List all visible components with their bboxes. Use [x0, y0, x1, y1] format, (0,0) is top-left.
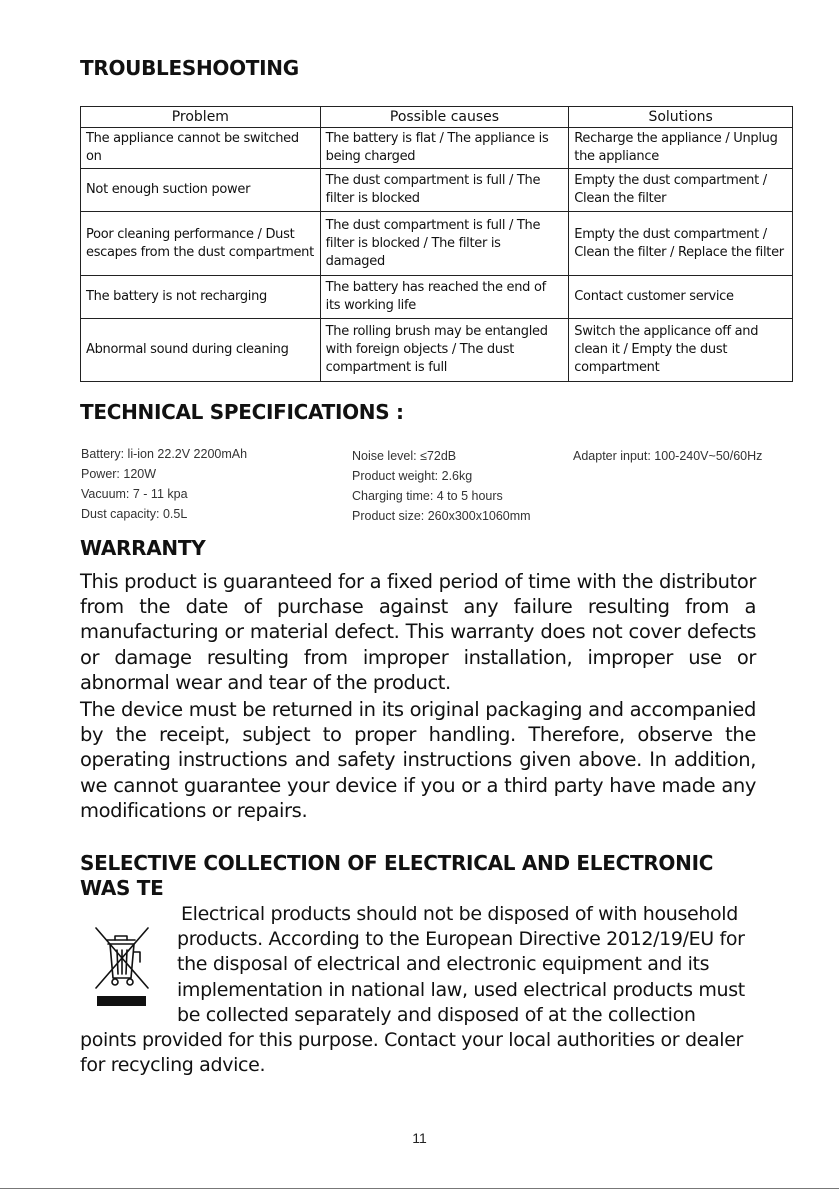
page-number: 11	[412, 1130, 427, 1146]
solutions-cell: Contact customer service	[569, 276, 793, 319]
spec-noise-level: Noise level: ≤72dB	[352, 449, 457, 463]
bottom-divider	[0, 1188, 839, 1189]
weee-line: Electrical products should not be disposed of with household	[181, 903, 738, 925]
problem-cell: Poor cleaning performance / Dust escapes from the dust compartment	[81, 212, 321, 276]
table-row	[81, 276, 793, 319]
warranty-paragraph-2: The device must be returned in its original packaging and accompanied by the receipt, subject to proper handling. Therefore, observe the operating instructions and safety instructions given above. In addition, we cannot guarantee your device if you or a third party have made any modifications or repairs.	[80, 698, 756, 822]
problem-cell: Abnormal sound during cleaning	[81, 319, 321, 382]
weee-line: points provided for this purpose. Contact your local authorities or dealer	[80, 1029, 744, 1052]
warranty-heading: WARRANTY	[80, 536, 206, 560]
weee-line: for recycling advice.	[80, 1054, 266, 1077]
table-row	[81, 319, 793, 382]
spec-product-weight: Product weight: 2.6kg	[352, 469, 473, 483]
table-header-row	[81, 107, 793, 128]
weee-heading-line-2: WAS TE	[80, 876, 164, 900]
problem-cell: The appliance cannot be switched on	[81, 128, 321, 169]
solutions-cell: Empty the dust compartment / Clean the filter	[569, 169, 793, 212]
solutions-cell: Switch the applicance off and clean it / Empty the dust compartment	[569, 319, 793, 382]
causes-cell: The battery has reached the end of its working life	[320, 276, 569, 319]
spec-vacuum: Vacuum: 7 - 11 kpa	[81, 487, 188, 501]
causes-cell: The dust compartment is full / The filter is blocked / The filter is damaged	[320, 212, 569, 276]
spec-dust-capacity: Dust capacity: 0.5L	[81, 507, 188, 521]
troubleshooting-heading: TROUBLESHOOTING	[80, 56, 299, 80]
solutions-cell: Empty the dust compartment / Clean the filter / Replace the filter	[569, 212, 793, 276]
specifications-heading: TECHNICAL SPECIFICATIONS :	[80, 400, 404, 424]
table-row	[81, 212, 793, 276]
causes-cell: The dust compartment is full / The filter is blocked	[320, 169, 569, 212]
weee-line: the disposal of electrical and electronic equipment and its	[177, 953, 710, 976]
header-problem: Problem	[81, 107, 321, 128]
weee-line: be collected separately and disposed of at the collection	[177, 1003, 696, 1026]
table-row	[81, 169, 793, 212]
spec-battery: Battery: li-ion 22.2V 2200mAh	[81, 447, 248, 461]
solutions-cell: Recharge the appliance / Unplug the appliance	[569, 128, 793, 169]
weee-line: products. According to the European Directive 2012/19/EU for	[177, 928, 745, 951]
spec-adapter-input: Adapter input: 100-240V~50/60Hz	[573, 449, 763, 463]
weee-heading-line-1: SELECTIVE COLLECTION OF ELECTRICAL AND ELECTRONIC	[80, 851, 714, 875]
problem-cell: Not enough suction power	[81, 169, 321, 212]
header-solutions: Solutions	[569, 107, 793, 128]
specs-column-2	[352, 446, 531, 526]
weee-line: implementation in national law, used electrical products must	[177, 978, 745, 1001]
troubleshooting-table	[80, 106, 793, 382]
problem-cell: The battery is not recharging	[81, 276, 321, 319]
weee-text	[80, 902, 756, 1078]
spec-power: Power: 120W	[81, 467, 157, 481]
causes-cell: The battery is flat / The appliance is being charged	[320, 128, 569, 169]
causes-cell: The rolling brush may be entangled with foreign objects / The dust compartment is full	[320, 319, 569, 382]
warranty-paragraph-1: This product is guaranteed for a fixed period of time with the distributor from the date of purchase against any failure resulting from a manufacturing or material defect. This warranty does not cover defects or damage resulting from improper installation, improper use or abnormal wear and tear of the product.	[80, 570, 756, 694]
spec-charging-time: Charging time: 4 to 5 hours	[352, 489, 503, 503]
header-possible-causes: Possible causes	[320, 107, 569, 128]
specs-column-1	[81, 444, 247, 524]
specs-column-3	[573, 446, 762, 466]
spec-product-size: Product size: 260x300x1060mm	[352, 509, 531, 523]
table-row	[81, 128, 793, 169]
